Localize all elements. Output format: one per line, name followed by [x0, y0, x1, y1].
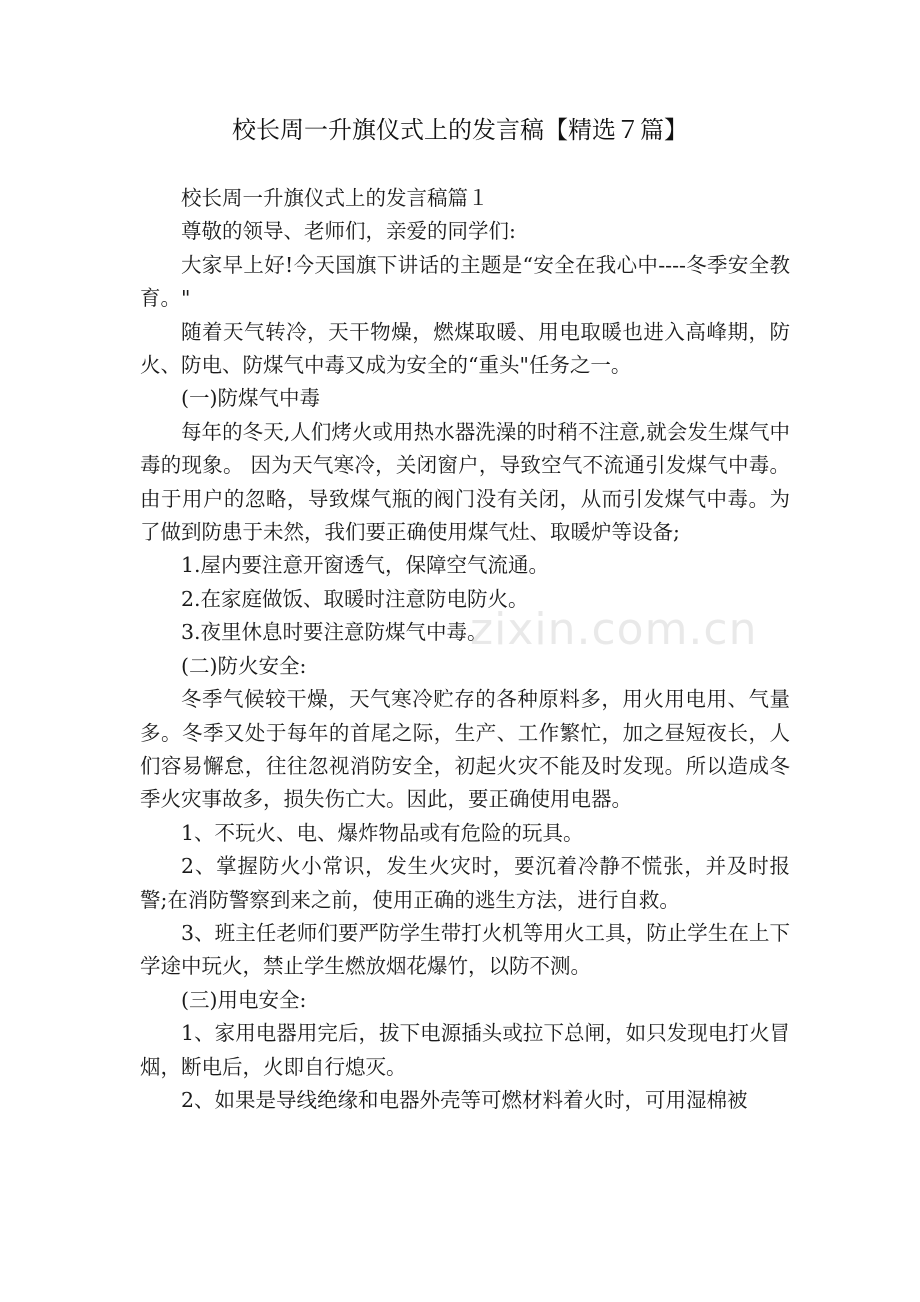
list-item: 2.在家庭做饭、取暖时注意防电防火。	[181, 586, 529, 611]
paragraph: 冬季气候较干燥，天气寒冷贮存的各种原料多，用火用电用、气量多。冬季又处于每年的首尾之际，生产、工作繁忙，加之昼短夜长，人们容易懈怠，往往忽视消防安全，初起火灾不能及时发现。所以造成冬季火灾事故多，损失伤亡大。因此，要正确使用电器。	[140, 687, 790, 812]
paragraph: 随着天气转冷，天干物燥，燃煤取暖、用电取暖也进入高峰期，防火、防电、防煤气中毒又成为安全的“重头"任务之一。	[140, 319, 790, 378]
list-item: 3.夜里休息时要注意防煤气中毒。	[181, 620, 488, 645]
salutation: 尊敬的领导、老师们，亲爱的同学们:	[181, 219, 516, 244]
subsection-heading: (二)防火安全:	[181, 653, 307, 678]
paragraph: 大家早上好!今天国旗下讲话的主题是“安全在我心中----冬季安全教育。"	[140, 252, 790, 311]
list-item: 1、不玩火、电、爆炸物品或有危险的玩具。	[181, 820, 584, 845]
list-item: 2、如果是导线绝缘和电器外壳等可燃材料着火时，可用湿棉被	[181, 1087, 748, 1112]
subsection-heading: (一)防煤气中毒	[181, 386, 320, 411]
paragraph: 每年的冬天,人们烤火或用热水器洗澡的时稍不注意,就会发生煤气中毒的现象。 因为天气寒冷，关闭窗户，导致空气不流通引发煤气中毒。由于用户的忽略，导致煤气瓶的阀门没有关闭，从而引发煤气中毒。为了做到防患于未然，我们要正确使用煤气灶、取暖炉等设备;	[140, 419, 790, 545]
list-item: 1、家用电器用完后，拔下电源插头或拉下总闸，如只发现电打火冒烟，断电后，火即自行熄灭。	[140, 1021, 790, 1079]
list-item: 2、掌握防火小常识，发生火灾时，要沉着冷静不慌张，并及时报警;在消防警察到来之前，使用正确的逃生方法，进行自救。	[140, 854, 790, 912]
list-item: 3、班主任老师们要严防学生带打火机等用火工具，防止学生在上下学途中玩火，禁止学生燃放烟花爆竹，以防不测。	[140, 920, 790, 979]
list-item: 1.屋内要注意开窗透气，保障空气流通。	[181, 553, 550, 578]
watermark: zixin.com.cn	[470, 604, 758, 655]
subsection-heading: (三)用电安全:	[181, 987, 307, 1012]
section-heading: 校长周一升旗仪式上的发言稿篇１	[181, 186, 489, 210]
document-title: 校长周一升旗仪式上的发言稿【精选７篇】	[232, 116, 688, 144]
